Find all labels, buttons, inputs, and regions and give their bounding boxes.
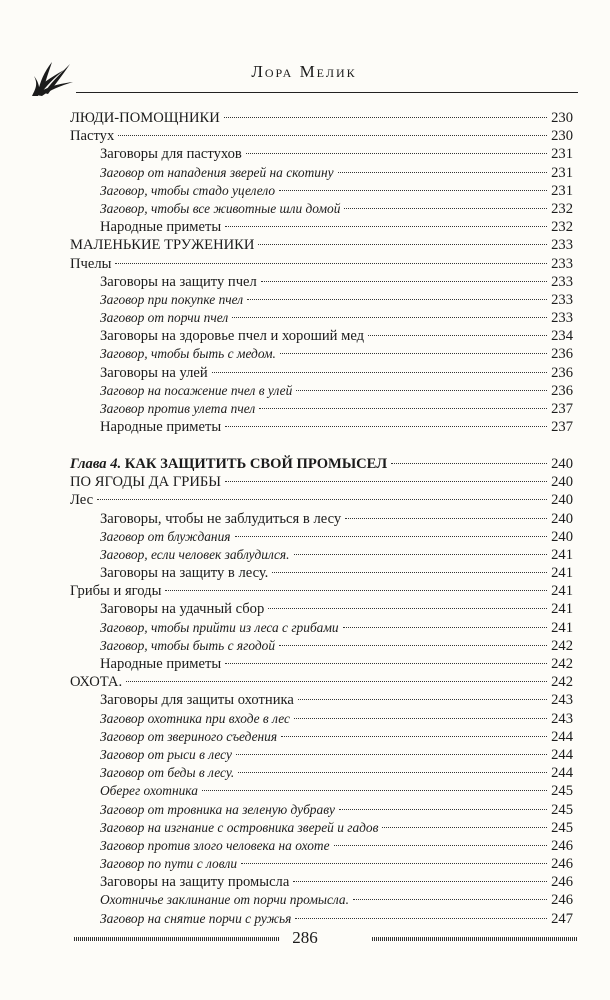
toc-entry bbox=[70, 746, 573, 764]
toc-entry bbox=[70, 345, 573, 363]
dot-leader bbox=[294, 718, 547, 719]
toc-page-number: 233 bbox=[551, 273, 573, 290]
toc-entry-title: Заговор, чтобы все животные шли домой bbox=[100, 200, 341, 216]
toc-entry bbox=[70, 837, 573, 855]
toc-entry bbox=[70, 182, 573, 200]
toc-entry-title: Заговор, чтобы стадо уцелело bbox=[100, 182, 276, 198]
toc-page-number: 240 bbox=[551, 492, 573, 509]
dot-leader bbox=[212, 372, 547, 373]
dot-leader bbox=[236, 754, 547, 755]
dot-leader bbox=[165, 590, 547, 591]
dot-leader bbox=[224, 117, 547, 118]
running-title: Лора Мелик bbox=[251, 62, 357, 81]
toc-entry-title: Заговоры для пастухов bbox=[100, 146, 242, 163]
toc-entry bbox=[70, 600, 573, 618]
toc-page-number: 230 bbox=[551, 128, 573, 145]
toc-entry bbox=[70, 546, 573, 564]
toc-entry bbox=[70, 200, 573, 218]
page-footer bbox=[0, 928, 610, 958]
toc-entry bbox=[70, 455, 573, 473]
toc-page-number: 244 bbox=[551, 765, 573, 782]
dot-leader bbox=[368, 335, 547, 336]
dot-leader bbox=[294, 554, 548, 555]
toc-page-number: 247 bbox=[551, 910, 573, 927]
dot-leader bbox=[225, 426, 547, 427]
toc-entry bbox=[70, 673, 573, 691]
toc-entry-title: ЛЮДИ-ПОМОЩНИКИ bbox=[70, 110, 220, 126]
toc-page-number: 232 bbox=[551, 219, 573, 236]
toc-entry bbox=[70, 327, 573, 345]
dot-leader bbox=[246, 153, 547, 154]
toc-entry-title: Заговоры, чтобы не заблудиться в лесу bbox=[100, 510, 342, 527]
toc-page-number: 234 bbox=[551, 328, 573, 345]
toc-page-number: 243 bbox=[551, 692, 573, 709]
toc-entry bbox=[70, 619, 573, 637]
toc-entry bbox=[70, 510, 573, 528]
dot-leader bbox=[238, 772, 547, 773]
dot-leader bbox=[344, 208, 547, 209]
toc-entry-title: Пчелы bbox=[70, 255, 112, 272]
toc-page-number: 233 bbox=[551, 237, 573, 254]
toc-entry bbox=[70, 218, 573, 236]
toc-entry bbox=[70, 291, 573, 309]
toc-entry-title: Народные приметы bbox=[100, 656, 222, 673]
toc-page-number: 237 bbox=[551, 419, 573, 436]
toc-entry-title: Заговор от тровника на зеленую дубраву bbox=[100, 801, 335, 817]
toc-entry bbox=[70, 382, 573, 400]
toc-page-number: 233 bbox=[551, 310, 573, 327]
toc-entry bbox=[70, 801, 573, 819]
toc-entry bbox=[70, 710, 573, 728]
toc-entry-title: Заговор против злого человека на охоте bbox=[100, 837, 330, 853]
toc-page-number: 246 bbox=[551, 874, 573, 891]
toc-entry bbox=[70, 309, 573, 327]
toc-page-number: 245 bbox=[551, 801, 573, 818]
toc-entry-title: Заговор охотника при входе в лес bbox=[100, 710, 290, 726]
toc-entry bbox=[70, 637, 573, 655]
toc-page-number: 236 bbox=[551, 382, 573, 399]
dot-leader bbox=[115, 263, 547, 264]
toc-entry bbox=[70, 236, 573, 254]
toc-entry bbox=[70, 273, 573, 291]
toc-entry-title bbox=[70, 455, 387, 473]
toc-page-number: 240 bbox=[551, 474, 573, 491]
toc-page-number: 241 bbox=[551, 565, 573, 582]
toc-entry-title: Лес bbox=[70, 492, 94, 509]
toc-entry-title: Заговор против улета пчел bbox=[100, 401, 256, 416]
toc-entry bbox=[70, 582, 573, 600]
toc-page-number: 241 bbox=[551, 619, 573, 636]
toc-entry bbox=[70, 910, 573, 928]
dot-leader bbox=[296, 390, 547, 391]
toc-entry bbox=[70, 491, 573, 509]
toc-entry bbox=[70, 691, 573, 709]
toc-page-number: 242 bbox=[551, 674, 573, 691]
dot-leader bbox=[261, 281, 547, 282]
toc-page-number: 242 bbox=[551, 656, 573, 673]
dot-leader bbox=[338, 172, 548, 173]
toc-page-number: 231 bbox=[551, 146, 573, 163]
toc-page-number: 240 bbox=[551, 528, 573, 545]
toc-page-number: 241 bbox=[551, 583, 573, 600]
dot-leader bbox=[268, 608, 547, 609]
toc-entry-title: Заговор на посажение пчел в улей bbox=[100, 382, 293, 398]
toc-entry-title: ПО ЯГОДЫ ДА ГРИБЫ bbox=[70, 474, 222, 491]
toc-entry bbox=[70, 564, 573, 582]
toc-entry-title: Народные приметы bbox=[100, 419, 222, 436]
dot-leader bbox=[258, 244, 547, 245]
toc-page-number: 232 bbox=[551, 200, 573, 217]
dot-leader bbox=[225, 481, 547, 482]
toc-entry bbox=[70, 528, 573, 546]
dot-leader bbox=[241, 863, 547, 864]
toc-entry bbox=[70, 473, 573, 491]
header-rule bbox=[76, 92, 578, 93]
toc-page-number: 241 bbox=[551, 546, 573, 563]
toc-entry bbox=[70, 728, 573, 746]
toc-entry-title: Заговоры для защиты охотника bbox=[100, 692, 294, 709]
dot-leader bbox=[343, 627, 547, 628]
toc-entry bbox=[70, 364, 573, 382]
toc-page-number: 241 bbox=[551, 601, 573, 618]
toc-entry-title: Заговоры на удачный сбор bbox=[100, 601, 265, 618]
toc-entry-title: Заговор на изгнание с островника зверей и гадов bbox=[100, 819, 379, 835]
toc-entry-title: Заговор от рыси в лесу bbox=[100, 746, 232, 762]
dot-leader bbox=[235, 536, 548, 537]
page-header bbox=[30, 58, 578, 108]
dot-leader bbox=[382, 827, 547, 828]
toc-entry-title: Заговор, чтобы быть с ягодой bbox=[100, 637, 276, 653]
toc-entry-title: Заговор, чтобы прийти из леса с грибами bbox=[100, 619, 339, 635]
chapter-title: КАК ЗАЩИТИТЬ СВОЙ ПРОМЫСЕЛ bbox=[124, 455, 388, 472]
toc-page-number: 246 bbox=[551, 892, 573, 909]
toc-entry-title: Пастух bbox=[70, 128, 115, 145]
dot-leader bbox=[118, 135, 547, 136]
toc-entry-title: Заговоры на улей bbox=[100, 364, 208, 381]
toc-entry bbox=[70, 855, 573, 873]
toc-entry-title: Заговоры на защиту промысла bbox=[100, 874, 290, 891]
toc-entry bbox=[70, 782, 573, 800]
dot-leader bbox=[295, 918, 547, 919]
toc-entry-title: Заговоры на защиту в лесу. bbox=[100, 565, 269, 582]
footer-rule-right bbox=[372, 937, 577, 941]
dot-leader bbox=[126, 681, 547, 682]
toc-entry-title: Заговор от порчи пчел bbox=[100, 310, 229, 326]
toc-entry-title: Грибы и ягоды bbox=[70, 583, 162, 600]
toc-entry bbox=[70, 418, 573, 436]
toc-entry bbox=[70, 873, 573, 891]
toc-entry-title: ОХОТА. bbox=[70, 674, 123, 691]
toc-page-number: 236 bbox=[551, 346, 573, 363]
dot-leader bbox=[97, 499, 547, 500]
dot-leader bbox=[279, 190, 547, 191]
toc-page-number: 236 bbox=[551, 364, 573, 381]
dot-leader bbox=[279, 645, 547, 646]
table-of-contents bbox=[70, 109, 573, 928]
dot-leader bbox=[391, 463, 547, 464]
dot-leader bbox=[298, 699, 547, 700]
toc-entry-title: Охотничье заклинание от порчи промысла. bbox=[100, 892, 349, 908]
dot-leader bbox=[280, 353, 547, 354]
toc-entry-title: МАЛЕНЬКИЕ ТРУЖЕНИКИ bbox=[70, 237, 255, 254]
toc-page-number: 244 bbox=[551, 746, 573, 763]
toc-page-number: 230 bbox=[551, 110, 573, 126]
toc-page-number: 245 bbox=[551, 783, 573, 800]
page-number: 286 bbox=[292, 928, 318, 947]
toc-page-number: 231 bbox=[551, 182, 573, 199]
dot-leader bbox=[232, 317, 547, 318]
dot-leader bbox=[281, 736, 547, 737]
toc-page-number: 233 bbox=[551, 291, 573, 308]
toc-entry-title: Народные приметы bbox=[100, 219, 222, 236]
dot-leader bbox=[247, 299, 547, 300]
toc-page-number: 245 bbox=[551, 819, 573, 836]
toc-entry-title: Заговоры на здоровье пчел и хороший мед bbox=[100, 328, 365, 345]
toc-entry-title: Заговор при покупке пчел bbox=[100, 291, 244, 307]
toc-entry-title: Заговор от беды в лесу. bbox=[100, 765, 235, 781]
toc-entry-title: Заговор от звериного съедения bbox=[100, 728, 278, 744]
dot-leader bbox=[353, 899, 547, 900]
toc-entry-title: Заговор от блуждания bbox=[100, 528, 231, 544]
toc-page-number: 246 bbox=[551, 837, 573, 854]
toc-page-number: 233 bbox=[551, 255, 573, 272]
toc-entry bbox=[70, 255, 573, 273]
toc-page-number: 237 bbox=[551, 401, 573, 417]
toc-entry bbox=[70, 891, 573, 909]
toc-entry-title: Заговор на снятие порчи с ружья bbox=[100, 910, 292, 926]
dot-leader bbox=[334, 845, 548, 846]
dot-leader bbox=[339, 809, 547, 810]
toc-entry bbox=[70, 819, 573, 837]
dot-leader bbox=[202, 790, 547, 791]
toc-page-number: 244 bbox=[551, 728, 573, 745]
toc-entry bbox=[70, 145, 573, 163]
dot-leader bbox=[293, 881, 547, 882]
toc-entry bbox=[70, 109, 573, 127]
toc-entry bbox=[70, 164, 573, 182]
toc-entry bbox=[70, 400, 573, 418]
toc-page-number: 246 bbox=[551, 856, 573, 873]
chapter-label: Глава 4. bbox=[70, 455, 122, 472]
toc-entry-title: Заговор по пути с ловли bbox=[100, 856, 238, 872]
toc-page-number: 243 bbox=[551, 710, 573, 727]
toc-entry-title: Оберег охотника bbox=[100, 783, 198, 799]
toc-page-number: 240 bbox=[551, 510, 573, 527]
dot-leader bbox=[345, 518, 547, 519]
toc-entry-title: Заговор от нападения зверей на скотину bbox=[100, 164, 334, 180]
toc-entry-title: Заговор, если человек заблудился. bbox=[100, 546, 290, 562]
toc-entry bbox=[70, 655, 573, 673]
dot-leader bbox=[225, 226, 547, 227]
toc-entry bbox=[70, 127, 573, 145]
toc-entry-title: Заговор, чтобы быть с медом. bbox=[100, 346, 276, 362]
dot-leader bbox=[272, 572, 547, 573]
toc-page-number: 240 bbox=[551, 455, 573, 472]
dot-leader bbox=[259, 408, 547, 409]
toc-entry-title: Заговоры на защиту пчел bbox=[100, 273, 257, 290]
toc-entry bbox=[70, 764, 573, 782]
toc-page-number: 242 bbox=[551, 637, 573, 654]
dot-leader bbox=[225, 663, 547, 664]
toc-page-number: 231 bbox=[551, 164, 573, 181]
